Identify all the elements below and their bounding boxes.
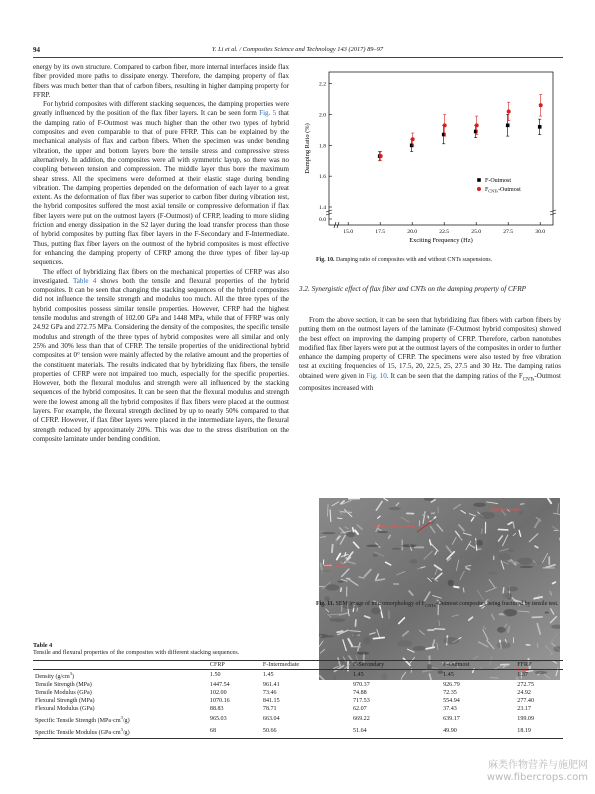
y-tick-label: 0.0 (319, 217, 326, 223)
plot-frame (329, 72, 553, 225)
fig10-caption (316, 257, 561, 264)
table-cell: 272.75 (517, 682, 535, 688)
table-cell: 51.64 (352, 727, 367, 734)
text-run: For hybrid composites with different stacking sequences, the damping properties were greatly influenced by the position of the flax fiber layers. It can be seen form (33, 100, 289, 118)
table-cell: 926.79 (443, 682, 460, 688)
table-cell: 554.94 (443, 697, 460, 704)
x-tick-label: 20.0 (407, 229, 418, 235)
text-run: that the damping ratio of F-Outmost was much higher than the other two types of hybrid composites and even comparable to that of pure FFRP. This can be explained by the mechanical analysis of flax and carbon fibers. When the specimen was under bending vibration, the upper and bottom layers bore the tensile stress and compressive stress alternatively. In addition, the composites were all with symmetric layup, so there was no coupling between tension and compression. The middle layer thus bore the maximum shear stress. All the specimens were deformed at their elastic stage during bending vibration. The damping properties depended on the deformation of each layer to a great extent. As the deformation of flax fiber was superior to carbon fiber during vibration test, the hybrid composites suffered the most axial tensile or compressive deformation if flax fiber layers were put on the outmost layers (F-Outmost) of CFRP, leading to more sliding friction and energy dissipation in the S2 layer during the load transfer process than those of hybrid composites by putting flax fiber layers in the F-Secondary and F-Intermediate. Thus, putting flax fiber layers on the outmost of the hybrid composites is most effective for enhancing the damping property of CFRP among the three types of fiber lay-up sequences. (33, 109, 289, 267)
table-row (33, 698, 563, 706)
paragraph (299, 316, 561, 394)
legend-marker-circle (477, 187, 481, 191)
table-cell: 73.46 (262, 689, 277, 696)
y-axis-label: Damping Ratio (%) (304, 123, 311, 174)
table-cell: 72.35 (443, 689, 457, 696)
table-row (33, 726, 563, 739)
data-point-circle (507, 109, 511, 113)
fig10-chart (299, 62, 561, 252)
table-cell: 88.83 (209, 705, 224, 712)
page-number: 94 (33, 46, 40, 54)
row-label (33, 726, 208, 739)
data-point-circle (411, 137, 415, 141)
fig10-link[interactable]: Fig. 10 (366, 371, 387, 380)
table-cell: 199.09 (517, 715, 535, 722)
table-cell: 841.15 (262, 697, 280, 704)
legend-marker-square (477, 178, 481, 182)
table-cell: 74.88 (352, 689, 367, 696)
legend-label: $F_{CNTs}$-Outmost (485, 187, 521, 194)
table-cell: 23.17 (517, 705, 531, 712)
row-label (33, 669, 208, 682)
row-label-text: Flexural Strength (MPa) (35, 697, 95, 704)
paragraph (33, 100, 289, 267)
scale-bar-label: 1 µm (517, 667, 529, 673)
text-run: shows both the tensile and flexural properties of the hybrid composites. It can be seen that changing the stacking sequences of the hybrid composites did not influence the tensile strength and modulus too much. All the three types of the hybrid composites possess similar tensile properties. However, CFRP had the highest tensile modulus and strength of 102.00 GPa and 1448 MPa, while that of FFRP was only 24.92 GPa and 272.75 MPa. Considering the density of the composites, the specific tensile modulus and strength of the three types of hybrid composites were all similar and only 25% and 30% less than that of CFRP. The tensile properties of the unidirectional hybrid composites at 0° tension were mainly affected by the relative amount and the properties of the constituent materials. The results indicated that by hybridizing flax fibers, the tensile properties of CFRP were not impaired too much, especially for the specific properties. However, both the flexural modulus and strength were all influenced by the stacking sequences of the hybrid composites. It can be seen that the flexural modulus and strength were the lowest among all the hybrid composites if flax fibers were placed at the outmost layers. For example, the flexural strength declined by up to nearly 50% compared to that of CFRP. However, if flax fiber layers were placed in the intermediate layers, the flexural strength reduced by approximately 20%. This was due to the stress distribution on the composite laminate under bending condition. (33, 276, 289, 443)
caption-label: Fig. 10. (316, 257, 335, 263)
table-header-cell (33, 660, 208, 669)
y-tick-label: 1.6 (319, 174, 326, 181)
table-cell: 37.43 (443, 705, 457, 712)
subscript: CNTs (522, 377, 535, 383)
fig5-link[interactable]: Fig. 5 (259, 109, 277, 118)
row-label-text: /g) (122, 717, 130, 724)
text-run: -Outmost composites increased with (299, 371, 561, 393)
table-cell: 62.07 (352, 705, 367, 712)
table-cell: 102.00 (209, 689, 227, 696)
table-body (33, 669, 563, 738)
table-cell: 49.90 (443, 727, 457, 734)
y-tick-label: 2.2 (319, 81, 326, 88)
x-tick-label: 25.0 (471, 229, 482, 235)
table-row (33, 682, 563, 690)
left-column (33, 63, 289, 444)
fig11-caption (316, 601, 561, 610)
table-cell: 68 (209, 727, 216, 734)
x-tick-label: 15.0 (343, 229, 354, 235)
watermark-line: www.fibercrops.com (486, 772, 588, 783)
table-cell: 78.71 (262, 705, 277, 712)
text-run: From the above section, it can be seen that hybridizing flax fibers with carbon fibers by putting them on the outmost layers of the laminate (F-Outmost hybrid composites) showed the best effect on improving the damping property of CFRP. Therefore, carbon nanotubes modified flax fiber layers were put at the outmost layers of the composites in order to further enhance the damping property of CFRP. The specimens were also tested by free vibration test at exciting frequencies of 15, 17.5, 20, 22.5, 25, 27.5 and 30 Hz. The damping ratios obtained were given in (299, 316, 561, 380)
row-label-text: Tensile Strength (MPa) (35, 682, 92, 688)
row-label (33, 682, 208, 690)
table-cell: 965.03 (209, 715, 227, 722)
table-subtitle: Tensile and flexural properties of the composites with different stacking sequences. (33, 649, 240, 657)
table-header-cell: FFRP (517, 661, 532, 668)
text-run: . It can be seen that the damping ratios of the F (386, 371, 523, 380)
row-label-text: Specific Tensile Strength (MPa·cm (35, 717, 121, 724)
table-cell: 669.22 (352, 715, 370, 722)
superscript: 3 (120, 714, 123, 720)
label-flax-fiber: Flax Fiber (325, 564, 348, 570)
data-point-square (506, 124, 510, 128)
table-row (33, 706, 563, 714)
x-tick-label: 30.0 (535, 229, 546, 235)
row-label-text: /g) (122, 729, 130, 736)
data-point-circle (443, 123, 447, 127)
table4-link[interactable]: Table 4 (72, 276, 97, 285)
table-cell: 18.19 (517, 727, 531, 734)
row-label (33, 698, 208, 706)
section-title: 3.2. Synergistic effect of flax fiber and CNTs on the damping property of CFRP (299, 285, 526, 293)
row-label (33, 706, 208, 714)
superscript: 3 (120, 726, 123, 732)
table-row (33, 690, 563, 698)
x-tick-label: 27.5 (503, 229, 514, 235)
caption-text: Damping ratio of composites with and without CNTs suspensions. (334, 257, 493, 263)
y-tick-label: 1.4 (319, 205, 326, 211)
table-cell: 1447.54 (209, 682, 230, 688)
table-header-row (33, 660, 563, 669)
label-epoxy-resin: Epoxy Resin (491, 507, 520, 513)
table-header-cell: F-Outmost (443, 661, 470, 668)
running-header: Y. Li et al. / Composites Science and Technology 143 (2017) 89–97 (211, 46, 384, 53)
table-cell: 24.92 (517, 689, 531, 696)
data-point-square (538, 125, 542, 129)
watermark (458, 760, 588, 784)
table-header-cell: F-Secondary (352, 661, 385, 668)
watermark-line: 麻类作物营养与施肥网 (488, 760, 588, 771)
x-tick-label: 22.5 (439, 229, 450, 235)
table-header-cell: F-Intermediate (262, 661, 300, 668)
table-cell: 717.53 (352, 697, 370, 704)
table4 (33, 642, 563, 739)
table-cell: 1.37 (517, 672, 528, 679)
row-label-text: Specific Tensile Modulus (GPa·cm (35, 729, 121, 736)
row-label (33, 690, 208, 698)
table-row (33, 714, 563, 726)
data-point-circle (379, 154, 383, 158)
table-cell: 1.45 (443, 672, 454, 679)
label-carbon-nanotubes: Carbon Nanotubes (374, 524, 416, 530)
table-cell: 970.37 (352, 682, 370, 688)
table-row (33, 669, 563, 682)
table-cell: 50.66 (262, 727, 277, 734)
caption-label: Fig. 11. (316, 601, 335, 607)
text-run: The effect of hybridizing flax fibers on the mechanical properties of CFRP was also investigated. (33, 267, 289, 285)
table-cell: 1.45 (262, 672, 274, 679)
subscript: CNTs (425, 603, 436, 609)
caption-text: SEM image of micromorphology of F (334, 601, 426, 607)
row-label-text: Flexural Modulus (GPa) (35, 705, 95, 712)
y-tick-label: 1.8 (319, 143, 326, 150)
table-cell: 1.45 (352, 672, 364, 679)
row-label (33, 714, 208, 726)
row-label-text: Density (g/cm (35, 674, 70, 681)
legend-label: F-Outmost (485, 178, 512, 184)
y-tick-label: 2.0 (319, 112, 326, 119)
data-point-circle (475, 123, 479, 127)
table-title: Table 4 (33, 642, 53, 649)
paragraph: energy by its own structure. Compared to carbon fiber, more internal interfaces inside flax fiber provided more paths to dissipate energy. Therefore, the damping property of flax fibers was much better than that of carbon fibers, resulting in higher damping property for FFRP. (33, 63, 289, 99)
caption-text: -Outmost composites being fractured by tensile test. (435, 601, 559, 607)
table-header-cell: CFRP (209, 661, 225, 668)
superscript: 3 (69, 671, 72, 676)
row-label-text: ) (71, 674, 74, 681)
right-column (299, 316, 561, 394)
row-label-text: Tensile Modulus (GPa) (35, 689, 92, 696)
table4-grid (33, 660, 563, 739)
table-cell: 1070.16 (209, 697, 230, 704)
paragraph (33, 268, 289, 445)
x-axis-label: Exciting Frequency (Hz) (409, 237, 473, 244)
table-cell: 1.50 (209, 672, 221, 679)
table-cell: 639.17 (443, 715, 460, 722)
header-rule (33, 57, 563, 58)
x-tick-label: 17.5 (375, 229, 386, 235)
table-cell: 961.41 (262, 682, 280, 688)
table-cell: 277.40 (517, 697, 535, 704)
table-cell: 663.04 (262, 715, 280, 722)
data-point-circle (539, 103, 543, 107)
